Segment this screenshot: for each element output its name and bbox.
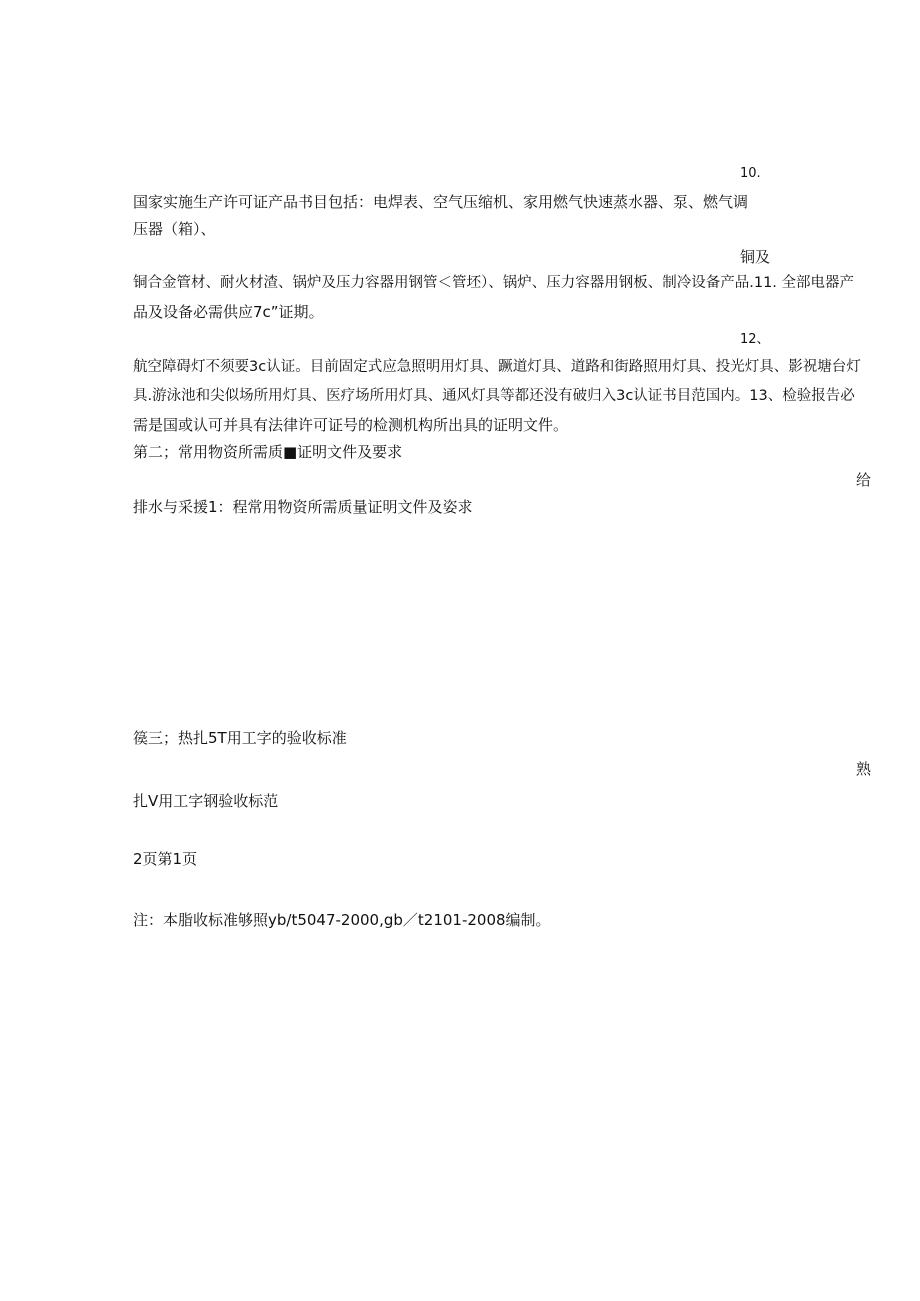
section-heading-3: 篌三；热扎5T用工字的验收标准 bbox=[133, 729, 347, 747]
marker-10: 10. bbox=[740, 166, 761, 181]
text-fragment-gei: 给 bbox=[856, 471, 872, 489]
marker-12: 12、 bbox=[740, 332, 770, 347]
text-fragment-tongji: 铜及 bbox=[740, 248, 771, 266]
text-line-test-report: 需是国或认可并具有法律许可证号的检测机构所出具的证明文件。 bbox=[133, 416, 569, 434]
note-text: 注：本脂收标准够照yb/t5047-2000,gb／t2101-2008编制。 bbox=[133, 911, 551, 929]
text-fragment-shu: 熟 bbox=[856, 760, 872, 778]
text-line-copper-alloy: 铜合金管材、耐火材渣、锅炉及压力容器用钢管＜管坯）、锅炉、压力容器用钢板、制冷设备产品.11. 全部电器产 bbox=[133, 275, 855, 291]
text-line-i-beam-standard: 扎V用工字钢验收标范 bbox=[133, 792, 279, 810]
text-line-equipment: 品及设备必需供应7c”证期。 bbox=[133, 303, 324, 321]
section-heading-2: 第二；常用物资所需质■证明文件及要求 bbox=[133, 443, 403, 461]
text-line-drainage: 排水与采援1：程常用物资所需质量证明文件及姿求 bbox=[133, 498, 473, 516]
text-line-regulator: 压器（箱）、 bbox=[133, 220, 216, 238]
text-line-production-license: 国家实施生产许可证产品书目包括：电焊表、空气压缩机、家用燃气快速蒸水器、泵、燃气调 bbox=[133, 193, 749, 211]
text-line-aviation-lamp: 航空障碍灯不须要3c认证。目前固定式应急照明用灯具、蹶道灯具、道路和街路照用灯具、投光灯具、影祝塘台灯 bbox=[133, 359, 861, 375]
text-line-lighting-types: 具.游泳池和尖似场所用灯具、医疗场所用灯具、通风灯具等都还没有破归入3c认证书目范国内。13、检验报告必 bbox=[133, 388, 855, 404]
page-number: 2页第1页 bbox=[133, 850, 198, 868]
